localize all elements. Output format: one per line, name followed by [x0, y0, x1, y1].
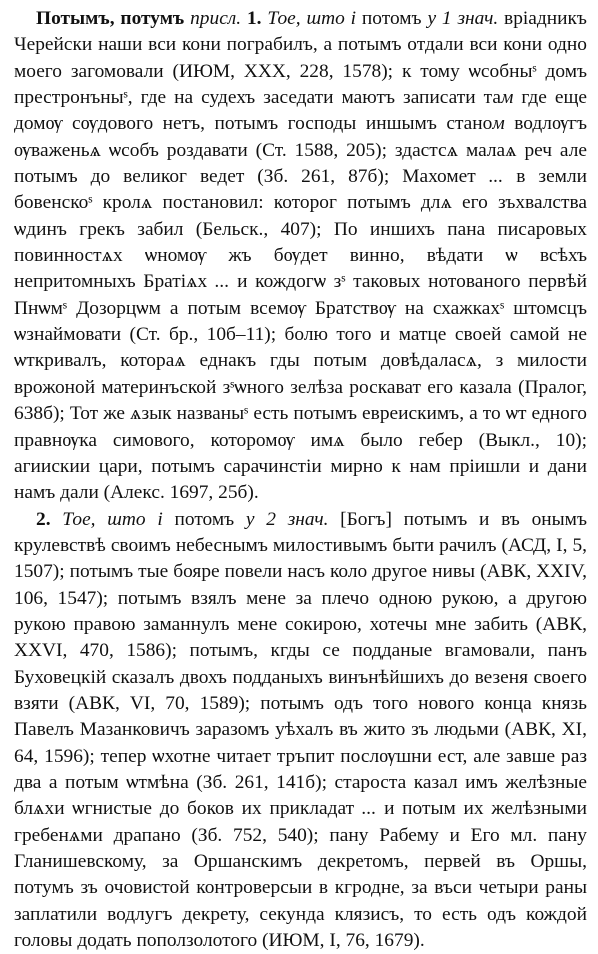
italic-segment: ...: [361, 798, 377, 820]
citations-2: [14, 509, 587, 952]
italic-segment: ...: [488, 166, 504, 188]
headword: Потымъ, потумъ: [36, 8, 185, 29]
italic-segment: м: [492, 113, 505, 135]
italic-segment: ...: [214, 271, 230, 293]
citations-1: [14, 8, 587, 503]
text-segment: в земли бовенскоˢ кролѧ постановил: которог потымъ длѧ его зъхвалства ѡдинъ грекъ забил (Бельск., 407); По иншихъ пана писаровых повинностѧх ѡномѹ жъ бѹдет винно, вѣдати ѡ всѣхъ непритомныхъ Братіѧх: [14, 166, 587, 293]
part-of-speech: присл.: [190, 8, 242, 29]
text-segment: и потым их желѣзными гребенѧми драпано (Зб. 752, 540); пану Рабему и Его мл. пану Гланишевскому, за Оршанскимъ декретомъ, первей въ Оршы, потумъ зъ очовистой контроверсыи в кгродне, за въси четыри раны заплатили водлугъ декрету, секунда клязисъ, то есть одъ кождой головы додать поползолотого (ИЮМ, I, 76, 1679).: [14, 798, 587, 952]
definition-1: Тое, што і: [267, 8, 357, 29]
italic-segment: м: [500, 87, 514, 109]
definition-word-1: потомъ: [361, 8, 422, 29]
definition-ref-2: у 2 знач.: [245, 508, 329, 530]
text-segment: водлѹгъ ѹваженьѧ ѡсобъ роздавати (Ст. 1588, 205); здастсѧ малаѧ реч але потымъ до великог ведет (Зб. 261, 87б); Махомет: [14, 113, 587, 188]
definition-word-2: потомъ: [174, 508, 235, 530]
entry-sense-2: [14, 507, 587, 954]
entry-sense-1: [14, 6, 587, 507]
text-segment: и кождогѡ зˢ таковых нотованого первѣй Пнѡмˢ Дозорцѡм а потым всемѹ Братствѹ на схажкахˢ штомсцъ ѡзнаймовати (Ст. бр., 10б–11); болю того и матце своей самой не ѡткривалъ, котораѧ еднакъ гды потым довѣдаласѧ, з милости врожоной материнъской зˢѡного зелѣза роскават его казала (Пралог, 638б); Тот же ѧзык названыˢ есть потымъ евреискимъ, а то ѡт едного правнѹка симового, которомѹ имѧ было гебер (Выкл., 10); агиискии цари, потымъ сарачинстіи мирно к нам пріишли и дани намъ дали (Алекс. 1697, 25б).: [14, 271, 587, 504]
definition-ref-1: у 1 знач.: [427, 8, 499, 29]
text-segment: где еще домѹ сѹдового нетъ, потымъ господы иншымъ стано: [14, 87, 587, 135]
definition-2: Тое, што і: [62, 508, 163, 530]
sense-number-2: 2.: [36, 508, 51, 530]
text-segment: вріадникъ Черейски наши вси кони пограбилъ, а потымъ отдали вси кони одно моего загомовали (ИЮМ, XXX, 228, 1578); к тому ѡсобныˢ домъ престронъныˢ, где на судехъ заседати маютъ записати та: [14, 8, 587, 109]
sense-number-1: 1.: [246, 8, 262, 29]
text-segment: [Богъ] потымъ и въ онымъ крулевствѣ своимъ небеснымъ милостивымъ быти рачилъ (АСД, I, 5, 1507); потымъ тые бояре повели насъ коло другое нивы (АВК, XXIV, 106, 1547); потымъ взялъ мене за плечо одною рукою, а другою рукою правою заманнулъ мене сокирою, хотечы мне забить (АВК, XXVI, 470, 1586); потымъ, кгды се подданые вгамовали, панъ Буховецкій сказалъ двохъ подданыхъ винънѣйшихъ до везеня своего взяти (АВК, VI, 70, 1589); потымъ одъ того нового конца князь Павелъ Мазанковичъ заразомъ уѣхалъ въ жито зъ людьми (АВК, XI, 64, 1596); тепер ѡхотне читает тръпит послѹшни ест, але завше раз два а потым ѡтмѣна (Зб. 261, 141б); староста казал имъ желѣзные блѧхи ѡгнистые до боков их прикладат: [14, 508, 587, 820]
